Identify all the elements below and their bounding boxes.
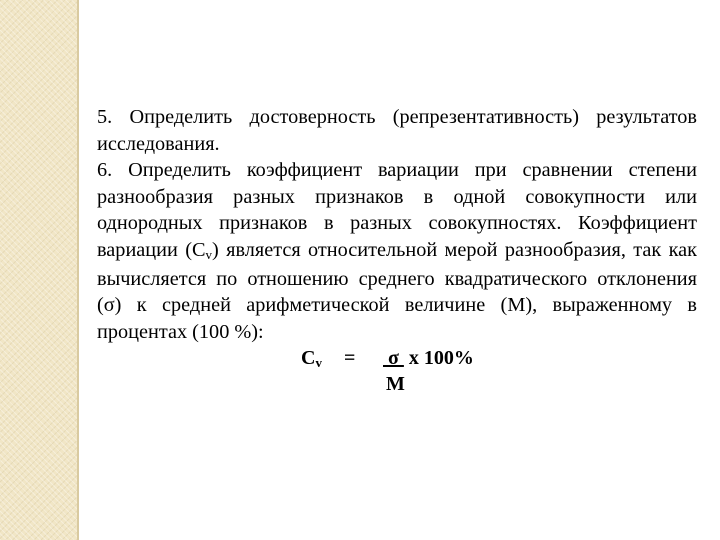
- slide-content: [97, 104, 697, 401]
- formula-lhs-subscript: v: [315, 355, 322, 371]
- formula-equals: =: [344, 347, 356, 370]
- item-5-paragraph: [97, 104, 697, 157]
- formula-denominator: М: [386, 373, 405, 396]
- item-6-text-start: 6. Определить коэффициент вариации при сравнении степени разнообразия разных признаков в одной совокупности или однородных признаков в разных совокупностях. Коэффициент вариации (C: [97, 159, 697, 261]
- variation-coefficient-formula: [97, 345, 697, 401]
- item-6-paragraph: [97, 157, 697, 345]
- item-5-text: 5. Определить достоверность (репрезентативность) результатов исследования.: [97, 106, 697, 155]
- formula-sigma: σ: [383, 347, 404, 370]
- side-strip-edge: [77, 0, 79, 540]
- formula-numerator: [383, 345, 474, 372]
- decorative-side-strip: [0, 0, 77, 540]
- formula-lhs: [301, 345, 322, 374]
- formula-multiplier: х 100%: [403, 347, 474, 370]
- item-6-subscript: v: [205, 246, 213, 262]
- formula-lhs-symbol: C: [301, 347, 316, 370]
- item-6-text-end: ) является относительной мерой разнообразия, так как вычисляется по отношению среднего квадратического отклонения (σ) к средней арифметической величине (М), выраженному в процентах (100 %):: [97, 238, 697, 343]
